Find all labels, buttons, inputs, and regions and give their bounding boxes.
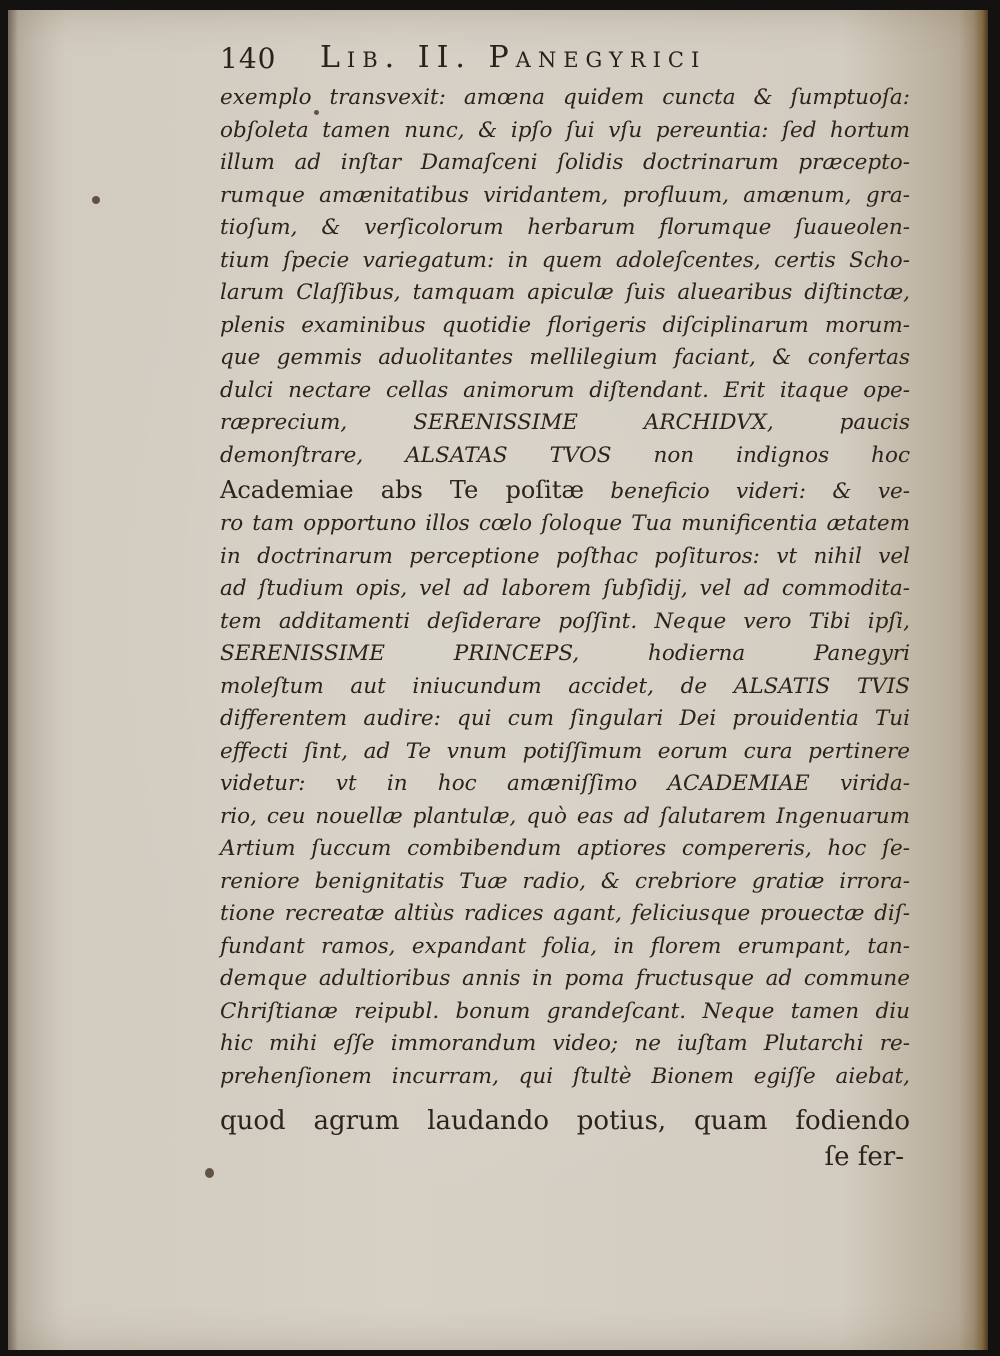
text-line: demonſtrare, ALSATAS TVOS non indignos hoc [220,442,910,468]
text-line: illum ad inſtar Damaſceni ſolidis doctrinarum præcepto- [220,150,910,175]
text-line: ræprecium, SERENISSIME ARCHIDVX, paucis [220,410,910,435]
text-line: SERENISSIME PRINCEPS, hodierna Panegyri [220,641,910,666]
page-left-edge-shadow [8,10,18,1350]
text-line: tione recreatæ altiùs radices agant, feliciusque prouectæ diſ- [220,901,910,926]
text-line: ro tam opportuno illos cœlo ſoloque Tua munificentia ætatem [220,511,910,536]
text-line: exemplo transvexit: amœna quidem cuncta & ſumptuoſa: [220,85,910,110]
roman-text-line: quod agrum laudando potius, quam fodiendo [220,1106,910,1136]
text-line: hic mihi eſſe immorandum video; ne iuſtam Plutarchi re- [220,1031,910,1056]
text-line: tium ſpecie variegatum: in quem adoleſcentes, certis Scho- [220,247,910,273]
text-line: obſoleta tamen nunc, & ipſo ſui vſu pereuntia: ſed hortum [220,117,910,143]
text-line: Artium ſuccum combibendum aptiores compereris, hoc ſe- [220,836,910,861]
ink-spot [205,1168,214,1178]
roman-text-segment: Academiae abs Te poſitæ [220,476,585,504]
text-line: fundant ramos, expandant folia, in florem erumpant, tan- [220,933,910,959]
text-line: videtur: vt in hoc amæniſſimo ACADEMIAE virida- [220,771,910,796]
text-line: plenis examinibus quotidie florigeris diſciplinarum morum- [220,312,910,338]
book-page [8,10,988,1350]
text-line: moleſtum aut iniucundum accidet, de ALSATIS TVIS [220,673,910,699]
page-number: 140 [220,42,277,75]
italic-text-segment: beneficio videri: & ve- [610,479,910,504]
text-line: dulci nectare cellas animorum diſtendant. Erit itaque ope- [220,377,910,403]
text-line: tem additamenti deſiderare poſſint. Neque vero Tibi ipſi, [220,608,910,634]
text-line: differentem audire: qui cum ſingulari Dei prouidentia Tui [220,706,910,731]
body-text [220,82,910,1174]
text-line: que gemmis aduolitantes mellilegium faciant, & confertas [220,345,910,370]
text-line: demque adultioribus annis in poma fructusque ad commune [220,966,910,991]
text-line: larum Claſſibus, tamquam apiculæ ſuis aluearibus diſtinctæ, [220,280,910,305]
mixed-text-line [220,472,910,508]
page-right-edge-stain [974,10,988,1350]
text-line: prehenſionem incurram, qui ſtultè Bionem egiſſe aiebat, [220,1063,910,1089]
text-line: rumque amænitatibus viridantem, profluum, amænum, gra- [220,182,910,208]
text-line: ad ſtudium opis, vel ad laborem ſubſidij, vel ad commodita- [220,576,910,601]
text-line: effecti ſint, ad Te vnum potiſſimum eorum cura pertinere [220,738,910,764]
running-head: Lib. II. Panegyrici [320,40,707,75]
text-line: in doctrinarum perceptione poſthac poſituros: vt nihil vel [220,543,910,569]
text-line: Chriſtianæ reipubl. bonum grandeſcant. Neque tamen diu [220,998,910,1024]
text-line: rio, ceu nouellæ plantulæ, quò eas ad ſalutarem Ingenuarum [220,803,910,829]
page-header [220,38,920,78]
catchword-line: ſe fer- [824,1142,904,1172]
text-line: tioſum, & verſicolorum herbarum florumque ſuaueolen- [220,215,910,240]
ink-spot [92,196,100,204]
text-line: reniore benignitatis Tuæ radio, & crebriore gratiæ irrora- [220,868,910,894]
